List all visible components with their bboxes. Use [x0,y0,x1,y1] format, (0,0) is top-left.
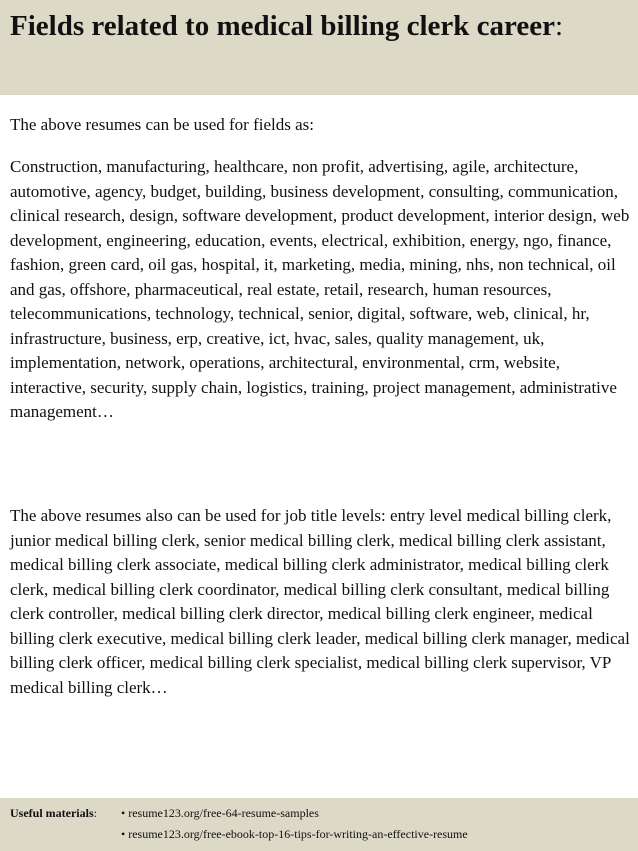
intro-text: The above resumes can be used for fields as: [10,115,314,134]
page-title-text: Fields related to medical billing clerk career [10,10,555,42]
useful-materials-label-colon: : [93,806,97,820]
footer-row-2 [10,824,628,845]
useful-materials-label-text: Useful materials [10,806,94,820]
page-title-colon: : [554,10,564,42]
header-bar [0,0,638,95]
resource-link-ebook[interactable]: • resume123.org/free-ebook-top-16-tips-for-writing-an-effective-resume [121,827,468,841]
footer-row-1 [10,803,628,824]
fields-list: Construction, manufacturing, healthcare, non profit, advertising, agile, architecture, automotive, agency, budget, building, business development, consulting, communication, clinical research, design, software development, product development, interior design, web development, engineering, education, events, electrical, exhibition, energy, ngo, finance, fashion, green card, oil gas, hospital, it, marketing, media, mining, nhs, non technical, oil and gas, offshore, pharmaceutical, real estate, retail, research, human resources, telecommunications, technology, technical, senior, digital, software, web, clinical, hr, infrastructure, business, erp, creative, ict, hvac, sales, quality management, uk, implementation, network, operations, architectural, environmental, crm, website, interactive, security, supply chain, logistics, training, project management, administrative management… [10,157,630,421]
page-title [10,6,628,46]
job-levels-list: The above resumes also can be used for job title levels: entry level medical billing clerk, junior medical billing clerk, senior medical billing clerk, medical billing clerk assistant, medical billing clerk associate, medical billing clerk administrator, medical billing clerk clerk, medical billing clerk coordinator, medical billing clerk consultant, medical billing clerk controller, medical billing clerk director, medical billing clerk engineer, medical billing clerk executive, medical billing clerk leader, medical billing clerk manager, medical billing clerk officer, medical billing clerk specialist, medical billing clerk supervisor, VP medical billing clerk… [10,506,630,697]
resource-link-samples[interactable]: • resume123.org/free-64-resume-samples [121,806,319,820]
footer-bar [0,798,638,851]
useful-materials-label [10,803,121,824]
